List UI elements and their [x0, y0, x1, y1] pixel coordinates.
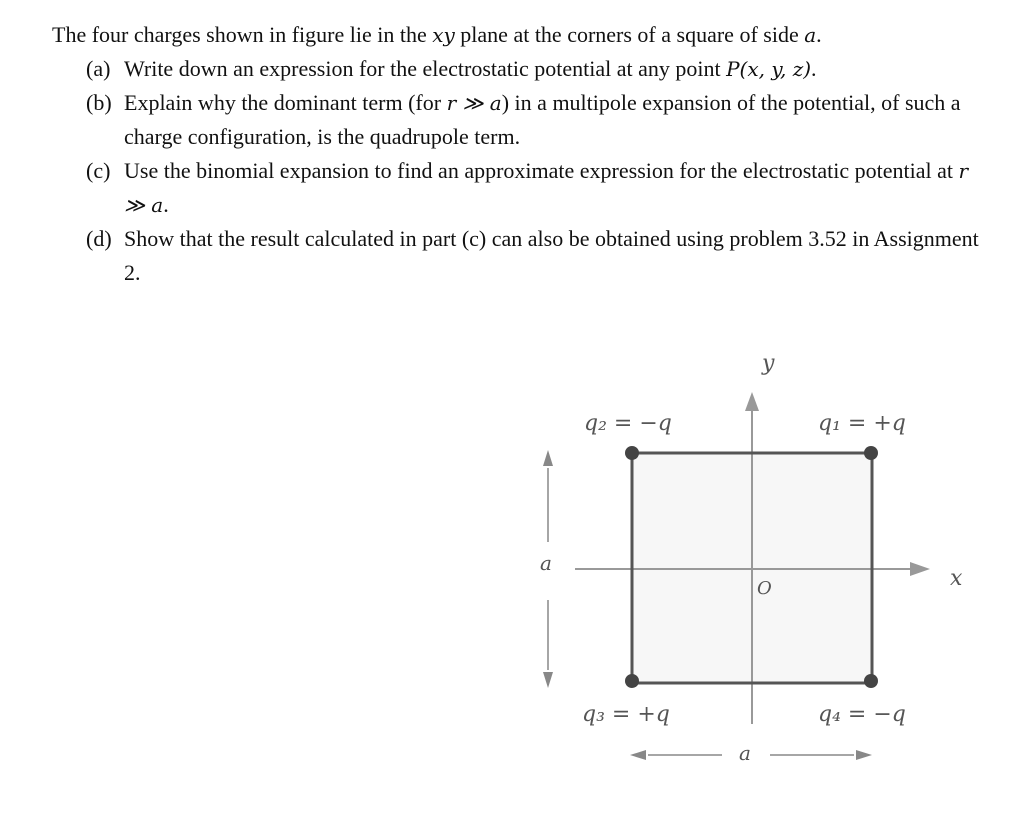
charge-q1-name: q₁ — [818, 411, 841, 436]
charge-q2-dot — [625, 446, 639, 460]
text-segment: Use the binomial expansion to find an approximate expression for the electrostatic potential at — [124, 158, 959, 183]
part-a-label: (a) — [86, 56, 111, 81]
charge-q1-equals: = — [840, 411, 874, 436]
text-segment: Explain why the dominant term (for — [124, 90, 447, 115]
charge-q4-label — [818, 702, 906, 727]
charge-q4-equals: = — [840, 702, 874, 727]
vertical-dimension-arrowhead-up — [543, 450, 553, 466]
charge-q3-name: q₃ — [582, 702, 605, 727]
charge-q4-dot — [864, 674, 878, 688]
part-c-label: (c) — [86, 158, 111, 183]
math-expression: a — [804, 23, 817, 47]
math-expression: xy — [432, 23, 455, 47]
text-segment: . — [163, 192, 169, 217]
text-segment: . — [816, 22, 822, 47]
charge-q1-label — [818, 411, 906, 436]
charge-q1-value: +q — [873, 411, 906, 436]
y-axis-label: y — [762, 351, 775, 376]
origin-label: O — [757, 578, 772, 599]
charge-q3-label — [582, 702, 670, 727]
horizontal-dimension-arrowhead-right — [856, 750, 872, 760]
charge-q2-equals: = — [606, 411, 640, 436]
text-segment: Write down an expression for the electrostatic potential at any point — [124, 56, 727, 81]
horizontal-dimension-arrowhead-left — [630, 750, 646, 760]
text-segment: Show that the result calculated in part (c) can also be obtained using problem 3.52 in Assignment 2. — [124, 226, 979, 285]
x-axis-label: x — [950, 566, 963, 591]
text-segment: plane at the corners of a square of side — [454, 22, 805, 47]
y-axis-arrowhead — [745, 392, 759, 411]
charge-q4-name: q₄ — [818, 702, 841, 727]
part-b-label: (b) — [86, 90, 112, 115]
vertical-dimension-arrowhead-down — [543, 672, 553, 688]
charge-q4-value: −q — [873, 702, 906, 727]
text-segment: The four charges shown in figure lie in the — [52, 22, 433, 47]
charge-q1-dot — [864, 446, 878, 460]
part-d-label: (d) — [86, 226, 112, 251]
charge-q3-equals: = — [604, 702, 638, 727]
math-expression: r ≫ a — [124, 159, 969, 217]
side-label-horizontal: a — [739, 741, 751, 765]
text-segment: . — [811, 56, 817, 81]
charge-q2-name: q₂ — [584, 411, 607, 436]
math-expression: P(x, y, z) — [726, 57, 812, 81]
x-axis-arrowhead — [910, 562, 930, 576]
charge-q2-value: −q — [639, 411, 672, 436]
charge-q3-dot — [625, 674, 639, 688]
math-expression: r ≫ a — [446, 91, 502, 115]
charge-q2-label — [584, 411, 672, 436]
side-label-vertical: a — [540, 551, 552, 575]
charge-q3-value: +q — [637, 702, 670, 727]
text-segment: ) in a multipole expansion of the potential, of such a charge configuration, is the quadrupole term. — [124, 90, 961, 149]
